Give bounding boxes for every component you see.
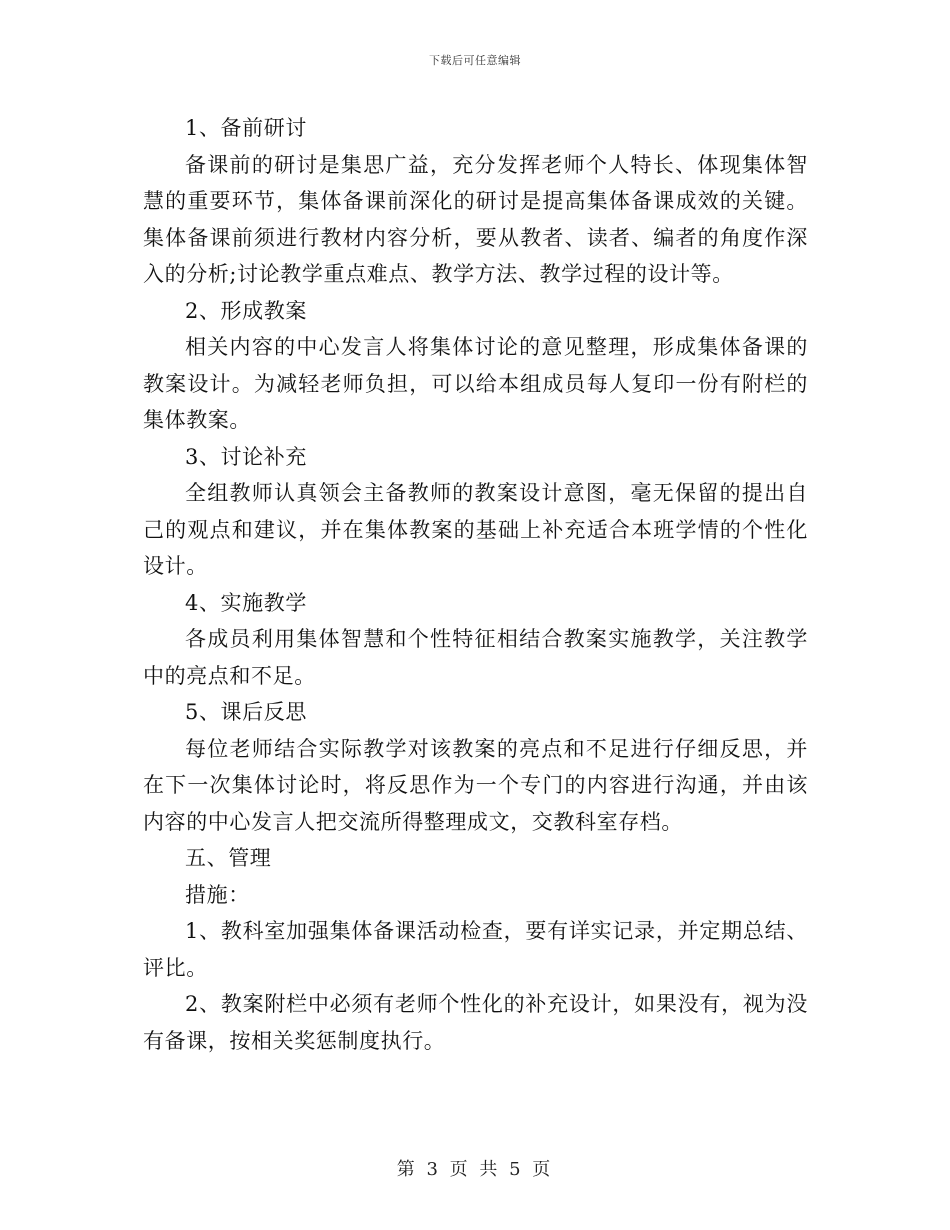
body-paragraph: 每位老师结合实际教学对该教案的亮点和不足进行仔细反思，并在下一次集体讨论时，将反思作为一个专门的内容进行沟通，并由该内容的中心发言人把交流所得整理成文，交教科室存档。 xyxy=(143,736,808,834)
section-heading-discuss-supplement: 3、讨论补充 xyxy=(185,444,307,469)
page-number: 第 3 页 共 5 页 xyxy=(396,1159,554,1180)
body-paragraph: 各成员利用集体智慧和个性特征相结合教案实施教学，关注教学中的亮点和不足。 xyxy=(143,627,808,688)
section-heading-implement-teaching: 4、实施教学 xyxy=(185,590,307,615)
section-heading-form-lesson-plan: 2、形成教案 xyxy=(185,298,307,323)
measures-label: 措施： xyxy=(185,882,250,907)
document-body xyxy=(143,110,808,1059)
body-paragraph: 相关内容的中心发言人将集体讨论的意见整理，形成集体备课的教案设计。为减轻老师负担，可以给本组成员每人复印一份有附栏的集体教案。 xyxy=(143,335,808,432)
page-header: 下载后可任意编辑 xyxy=(429,54,521,67)
section-heading-reflection: 5、课后反思 xyxy=(185,700,307,724)
body-paragraph: 全组教师认真领会主备教师的教案设计意图，毫无保留的提出自己的观点和建议，并在集体教案的基础上补充适合本班学情的个性化设计。 xyxy=(143,481,808,578)
body-paragraph: 备课前的研讨是集思广益，充分发挥老师个人特长、体现集体智慧的重要环节，集体备课前深化的研讨是提高集体备课成效的关键。集体备课前须进行教材内容分析，要从教者、读者、编者的角度作深入的分析;讨论教学重点难点、教学方法、教学过程的设计等。 xyxy=(143,152,808,286)
measure-item: 2、教案附栏中必须有老师个性化的补充设计，如果没有，视为没有备课，按相关奖惩制度执行。 xyxy=(143,992,808,1053)
section-heading-management: 五、管理 xyxy=(185,846,272,870)
measure-item: 1、教科室加强集体备课活动检查，要有详实记录，并定期总结、评比。 xyxy=(143,919,808,980)
section-heading-preparation-discussion: 1、备前研讨 xyxy=(185,116,307,140)
